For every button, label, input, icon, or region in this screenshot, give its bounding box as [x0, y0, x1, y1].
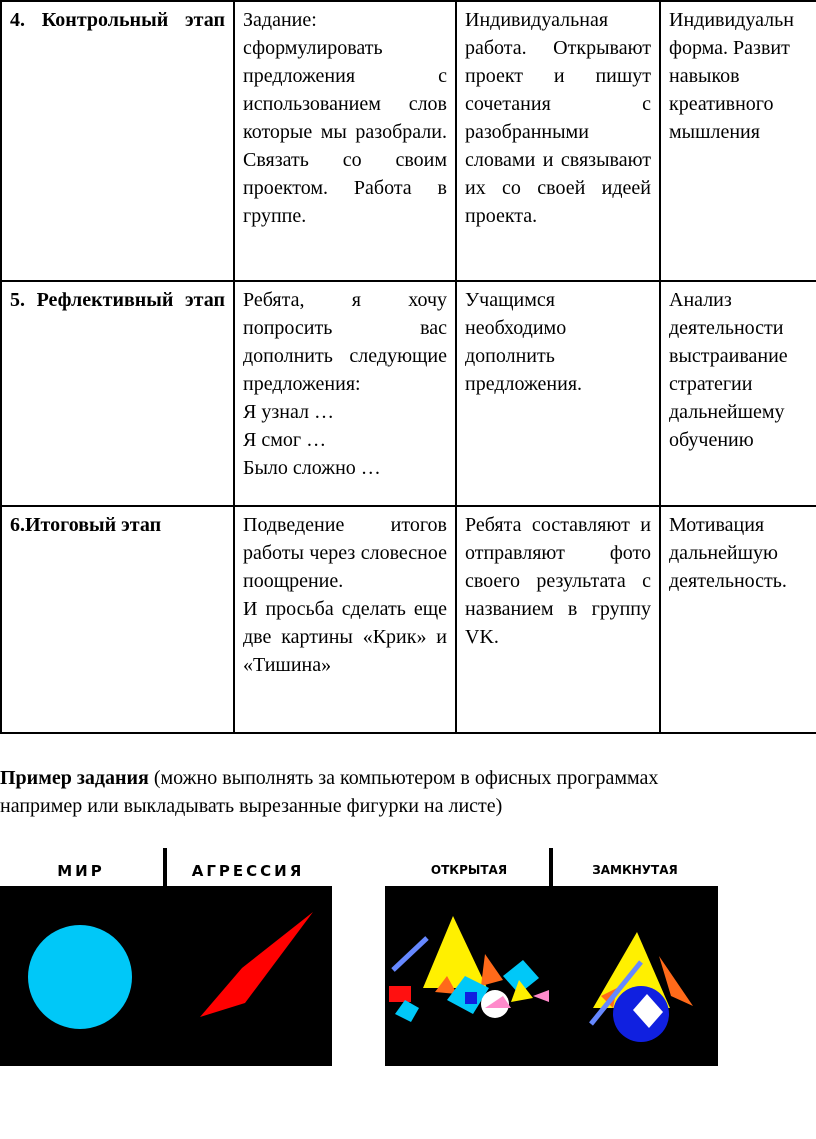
circle-shape: [28, 925, 132, 1029]
example-paragraph: [0, 764, 816, 820]
table-cell-students: Ребята составляют и отправляют фото своего результата с названием в группу VK.: [465, 514, 651, 648]
table-cell-result: Мотивация дальнейшую деятельность.: [669, 514, 787, 592]
sentence-starter: Я смог …: [243, 429, 327, 451]
image-label: МИР: [57, 862, 105, 880]
table-cell-stage: 4. Контрольный этап: [10, 9, 225, 31]
table-border-bottom: [0, 732, 816, 734]
example-text: (можно выполнять за компьютером в офисных программах: [148, 767, 659, 789]
table-cell-teacher: [235, 282, 455, 505]
table-cell-students: Индивидуальная работа. Открывают проект и пишут сочетания с разобранными словами и связывают их со своей идеей проекта.: [465, 9, 651, 227]
image-label: ЗАМКНУТАЯ: [592, 863, 678, 877]
peace-aggression-svg: [0, 848, 332, 1066]
example-text-line2: например или выкладывать вырезанные фигурки на листе): [0, 795, 503, 817]
sentence-starter: Я узнал …: [243, 401, 334, 423]
teacher-text: Ребята, я хочу попросить вас дополнить следующие предложения:: [243, 289, 447, 395]
table-cell-students: Учащимся необходимо дополнить предложения.: [465, 289, 583, 395]
sentence-starter: Было сложно …: [243, 457, 381, 479]
open-closed-svg: [385, 848, 718, 1066]
table-cell-teacher: [235, 507, 455, 732]
table-cell-teacher: Задание: сформулировать предложения с использованием слов которые мы разобрали. Связать со своим проектом. Работа в группе.: [243, 9, 447, 227]
open-closed-image: [385, 848, 718, 1066]
peace-aggression-image: [0, 848, 332, 1066]
teacher-text-extra: И просьба сделать еще две картины «Крик» и «Тишина»: [243, 598, 447, 676]
teacher-text: Подведение итогов работы через словесное поощрение.: [243, 514, 447, 592]
example-title: Пример задания: [0, 767, 149, 789]
table-cell-stage: 6.Итоговый этап: [10, 514, 162, 536]
image-label: ОТКРЫТАЯ: [430, 863, 508, 877]
table-cell-stage: 5. Рефлективный этап: [10, 289, 225, 311]
table-cell-result: Индивидуальн форма. Развит навыков креативного мышления: [669, 9, 794, 143]
image-label: АГРЕССИЯ: [191, 862, 305, 880]
table-cell-result: Анализ деятельности выстраивание стратегии дальнейшему обучению: [669, 289, 788, 451]
